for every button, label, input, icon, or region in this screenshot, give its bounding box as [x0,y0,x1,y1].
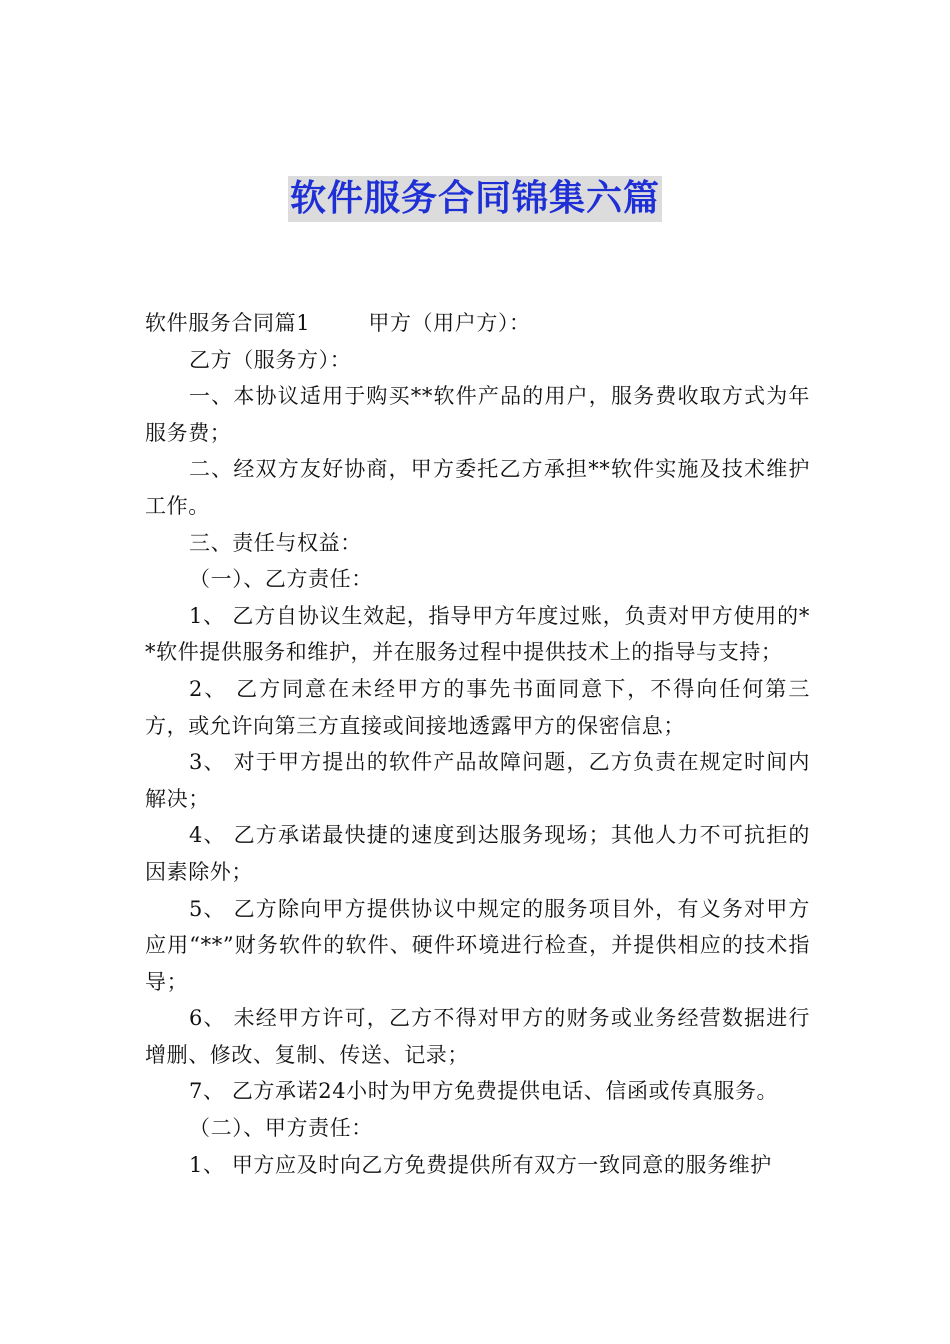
document-body [145,305,810,1183]
paragraph-b-item-5: 5、 乙方除向甲方提供协议中规定的服务项目外，有义务对甲方应用“**”财务软件的软件、硬件环境进行检查，并提供相应的技术指导； [145,896,810,994]
paragraph-party-b: 乙方（服务方）： [189,347,352,372]
paragraph-contract-heading: 软件服务合同篇1 甲方（用户方）： [145,311,531,335]
paragraph-b-item-2: 2、 乙方同意在未经甲方的事先书面同意下，不得向任何第三方，或允许向第三方直接或间接地透露甲方的保密信息； [145,676,810,738]
paragraph-b-item-6: 6、 未经甲方许可，乙方不得对甲方的财务或业务经营数据进行增删、修改、复制、传送、记录； [145,1006,810,1067]
title-container [0,176,950,222]
paragraph-b-item-7: 7、 乙方承诺24小时为甲方免费提供电话、信函或传真服务。 [189,1079,779,1104]
paragraph-b-item-4: 4、 乙方承诺最快捷的速度到达服务现场；其他人力不可抗拒的因素除外； [145,823,810,884]
paragraph-section-a-responsibility: （二）、甲方责任： [189,1116,373,1141]
document-title: 软件服务合同锦集六篇 [288,176,662,222]
paragraph-section-b-responsibility: （一）、乙方责任： [189,567,373,592]
paragraph-clause-3: 三、责任与权益： [189,530,362,555]
paragraph-b-item-3: 3、 对于甲方提出的软件产品故障问题，乙方负责在规定时间内解决； [145,750,810,811]
paragraph-a-item-1: 1、 甲方应及时向乙方免费提供所有双方一致同意的服务维护 [189,1152,772,1177]
paragraph-b-item-1: 1、 乙方自协议生效起，指导甲方年度过账，负责对甲方使用的**软件提供服务和维护，并在服务过程中提供技术上的指导与支持； [145,603,810,665]
paragraph-clause-1: 一、本协议适用于购买**软件产品的用户，服务费收取方式为年服务费； [145,384,810,445]
paragraph-clause-2: 二、经双方友好协商，甲方委托乙方承担**软件实施及技术维护工作。 [145,457,810,518]
